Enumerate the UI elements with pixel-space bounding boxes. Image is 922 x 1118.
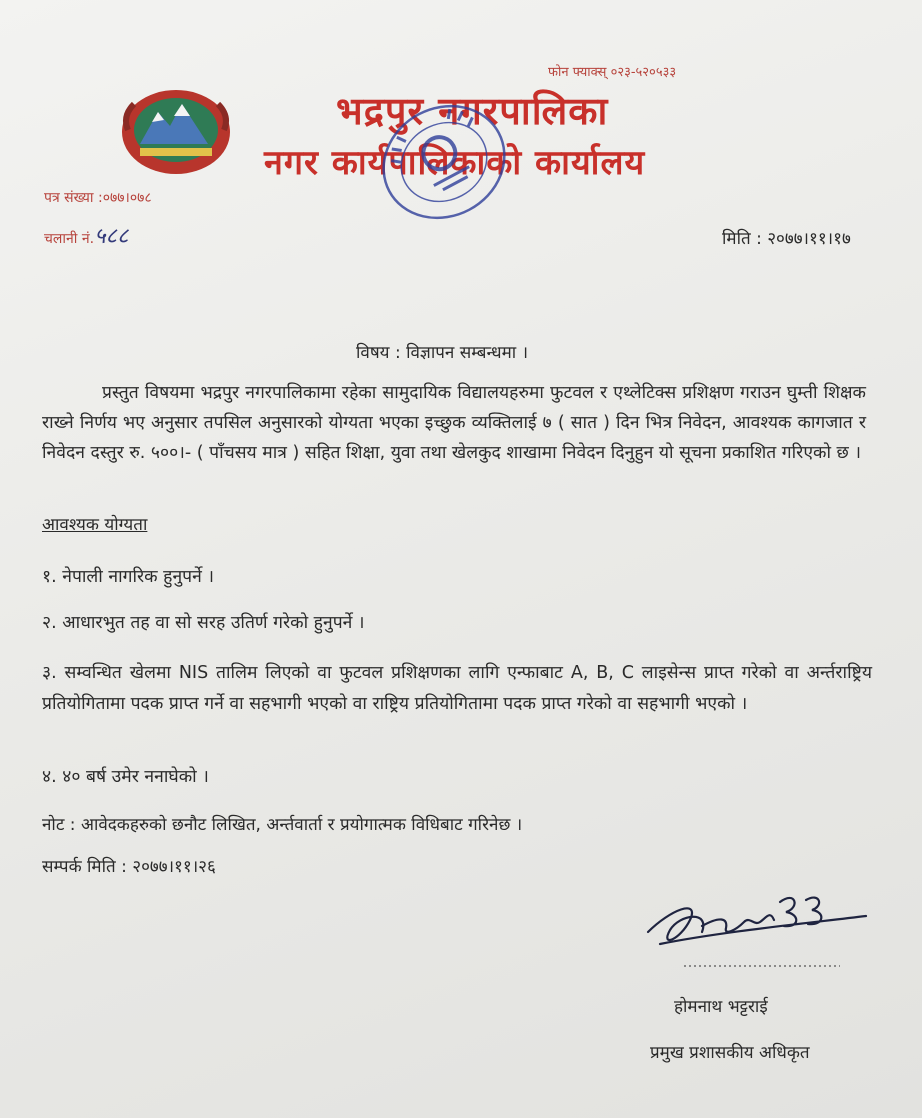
qualification-item: १. नेपाली नागरिक हुनुपर्ने । xyxy=(42,567,215,587)
municipality-title: भद्रपुर नगरपालिका xyxy=(336,89,609,133)
qualification-item: २. आधारभुत तह वा सो सरह उतिर्ण गरेको हुनुपर्ने । xyxy=(42,613,365,633)
dispatch-number: ५८८ xyxy=(94,224,129,249)
dispatch-number-row xyxy=(44,220,128,250)
municipality-seal-stamp xyxy=(374,96,514,228)
nepal-emblem-icon xyxy=(118,86,234,178)
reference-number: पत्र संख्या :०७७।०७८ xyxy=(44,190,152,206)
signatory-name: होमनाथ भट्टराई xyxy=(674,997,768,1017)
letter-date: मिति : २०७७।११।१७ xyxy=(722,229,851,249)
phone-fax: फोन फ्याक्स् ०२३-५२०५३३ xyxy=(548,65,677,80)
contact-date: सम्पर्क मिति : २०७७।११।२६ xyxy=(42,857,216,877)
letter-subject: विषय : विज्ञापन सम्बन्धमा । xyxy=(356,343,529,363)
dispatch-label: चलानी नं. xyxy=(44,231,95,247)
office-title: नगर कार्यपालिकाको कार्यालय xyxy=(264,143,646,183)
handwritten-signature xyxy=(640,870,880,974)
qualification-item: ३. सम्वन्धित खेलमा NIS तालिम लिएको वा फुटवल प्रशिक्षणका लागि एन्फाबाट A, B, C लाइसेन्स प्राप्त गरेको वा अर्न्तराष्ट्रिय प्रतियोगितामा पदक प्राप्त गर्ने वा सहभागी भएको वा राष्ट्रिय प्रतियोगितामा पदक प्राप्त गरेको वा सहभागी भएको । xyxy=(42,663,872,714)
signatory-designation: प्रमुख प्रशासकीय अधिकृत xyxy=(650,1043,810,1063)
qualifications-heading: आवश्यक योग्यता xyxy=(42,515,148,535)
qualification-item: ४. ४० बर्ष उमेर ननाघेको । xyxy=(42,767,209,787)
selection-note: नोट : आवेदकहरुको छनौट लिखित, अर्न्तवार्ता र प्रयोगात्मक विधिबाट गरिनेछ । xyxy=(42,815,523,835)
letter-body: प्रस्तुत विषयमा भद्रपुर नगरपालिकामा रहेका सामुदायिक विद्यालयहरुमा फुटवल र एथ्लेटिक्स प्रशिक्षण गराउन घुम्ती शिक्षक राख्ने निर्णय भए अनुसार तपसिल अनुसारको योग्यता भएका इच्छुक व्यक्तिलाई ७ ( सात ) दिन भित्र निवेदन, आवश्यक कागजात र निवेदन दस्तुर रु. ५००।- ( पाँचसय मात्र ) सहित शिक्षा, युवा तथा खेलकुद शाखामा निवेदन दिनुहुन यो सूचना प्रकाशित गरिएको छ । xyxy=(42,383,867,463)
